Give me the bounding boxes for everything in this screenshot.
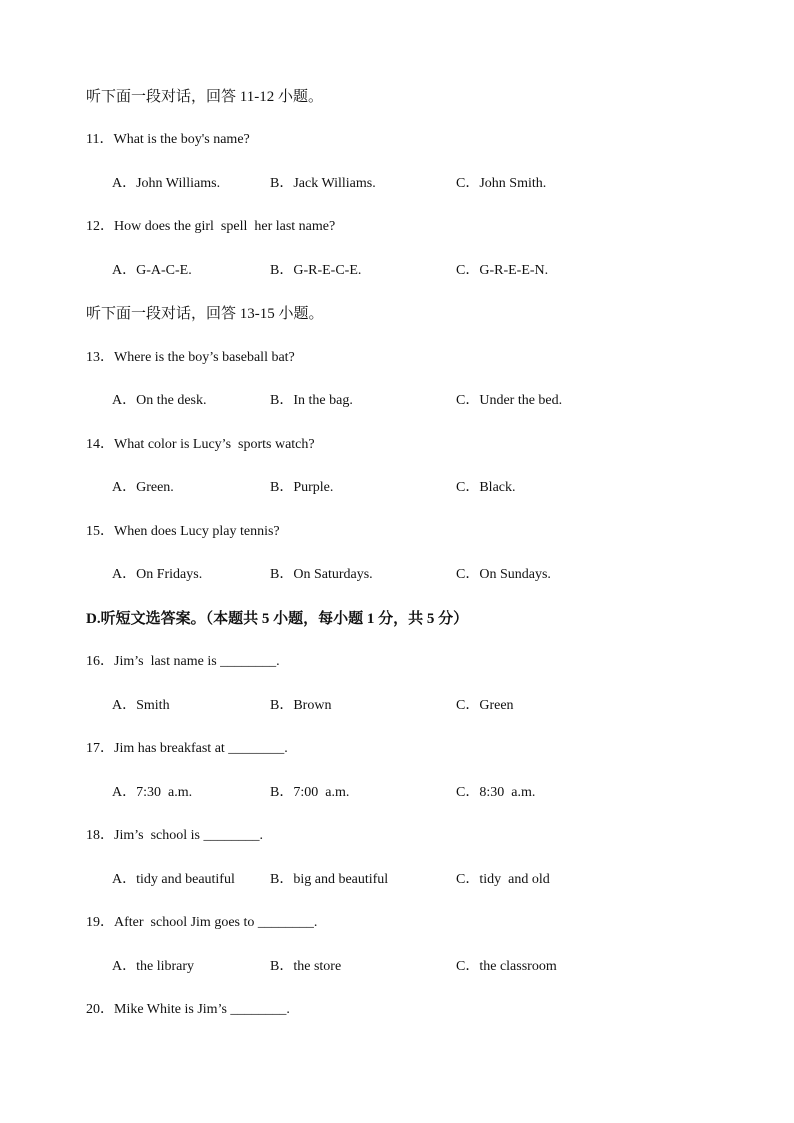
option-a: A．On the desk. [112, 393, 207, 408]
option-a: A．Green. [112, 480, 174, 495]
question-number: 15． [86, 524, 114, 539]
options-15 [112, 566, 712, 584]
options-13 [112, 392, 712, 410]
option-b: B．In the bag. [270, 393, 353, 408]
option-a: A．the library [112, 959, 195, 974]
question-14 [86, 436, 315, 454]
option-b: B．G-R-E-C-E. [270, 263, 362, 278]
question-text: Jim’s last name is ________. [114, 654, 280, 669]
section-heading-11-12: 听下面一段对话，回答 11-12 小题。 [86, 89, 323, 105]
options-19 [112, 958, 712, 976]
question-18 [86, 827, 263, 845]
question-text: Jim has breakfast at ________. [114, 741, 288, 756]
question-12 [86, 218, 335, 236]
question-16 [86, 653, 280, 671]
option-b: B．big and beautiful [270, 872, 389, 887]
question-text: Jim’s school is ________. [114, 828, 263, 843]
option-c: C．the classroom [456, 959, 557, 974]
section-heading-d: D.听短文选答案。（本题共 5 小题，每小题 1 分，共 5 分） [86, 611, 469, 627]
question-number: 11． [86, 132, 114, 147]
options-12 [112, 262, 712, 280]
question-text: What is the boy's name? [113, 132, 250, 147]
option-a: A．Smith [112, 698, 170, 713]
question-17 [86, 740, 288, 758]
option-b: B．On Saturdays. [270, 567, 373, 582]
option-c: C．Green [456, 698, 514, 713]
question-number: 19． [86, 915, 114, 930]
option-c: C．Under the bed. [456, 393, 563, 408]
option-b: B．7:00 a.m. [270, 785, 350, 800]
options-14 [112, 479, 712, 497]
section-heading-13-15: 听下面一段对话，回答 13-15 小题。 [86, 306, 324, 322]
option-a: A．G-A-C-E. [112, 263, 192, 278]
question-number: 18． [86, 828, 114, 843]
options-18 [112, 871, 712, 889]
options-11 [112, 175, 712, 193]
option-b: B．the store [270, 959, 342, 974]
question-number: 13． [86, 350, 114, 365]
question-number: 12． [86, 219, 114, 234]
option-c: C．G-R-E-E-N. [456, 263, 549, 278]
option-b: B．Purple. [270, 480, 334, 495]
question-number: 17． [86, 741, 114, 756]
option-c: C．8:30 a.m. [456, 785, 536, 800]
question-15 [86, 523, 280, 541]
question-number: 14． [86, 437, 114, 452]
question-text: When does Lucy play tennis? [114, 524, 280, 539]
question-text: After school Jim goes to ________. [114, 915, 318, 930]
question-number: 16． [86, 654, 114, 669]
option-c: C．John Smith. [456, 176, 547, 191]
option-c: C．tidy and old [456, 872, 550, 887]
option-c: C．On Sundays. [456, 567, 551, 582]
question-13 [86, 349, 295, 367]
question-text: What color is Lucy’s sports watch? [114, 437, 315, 452]
option-a: A．On Fridays. [112, 567, 203, 582]
option-b: B．Brown [270, 698, 332, 713]
option-a: A．John Williams. [112, 176, 221, 191]
option-b: B．Jack Williams. [270, 176, 376, 191]
question-text: Mike White is Jim’s ________. [114, 1002, 290, 1017]
options-17 [112, 784, 712, 802]
question-19 [86, 914, 317, 932]
options-16 [112, 697, 712, 715]
option-a: A．7:30 a.m. [112, 785, 193, 800]
question-text: How does the girl spell her last name? [114, 219, 336, 234]
option-a: A．tidy and beautiful [112, 872, 235, 887]
question-20 [86, 1001, 290, 1019]
question-11 [86, 131, 250, 149]
option-c: C．Black. [456, 480, 516, 495]
question-number: 20． [86, 1002, 114, 1017]
question-text: Where is the boy’s baseball bat? [114, 350, 295, 365]
